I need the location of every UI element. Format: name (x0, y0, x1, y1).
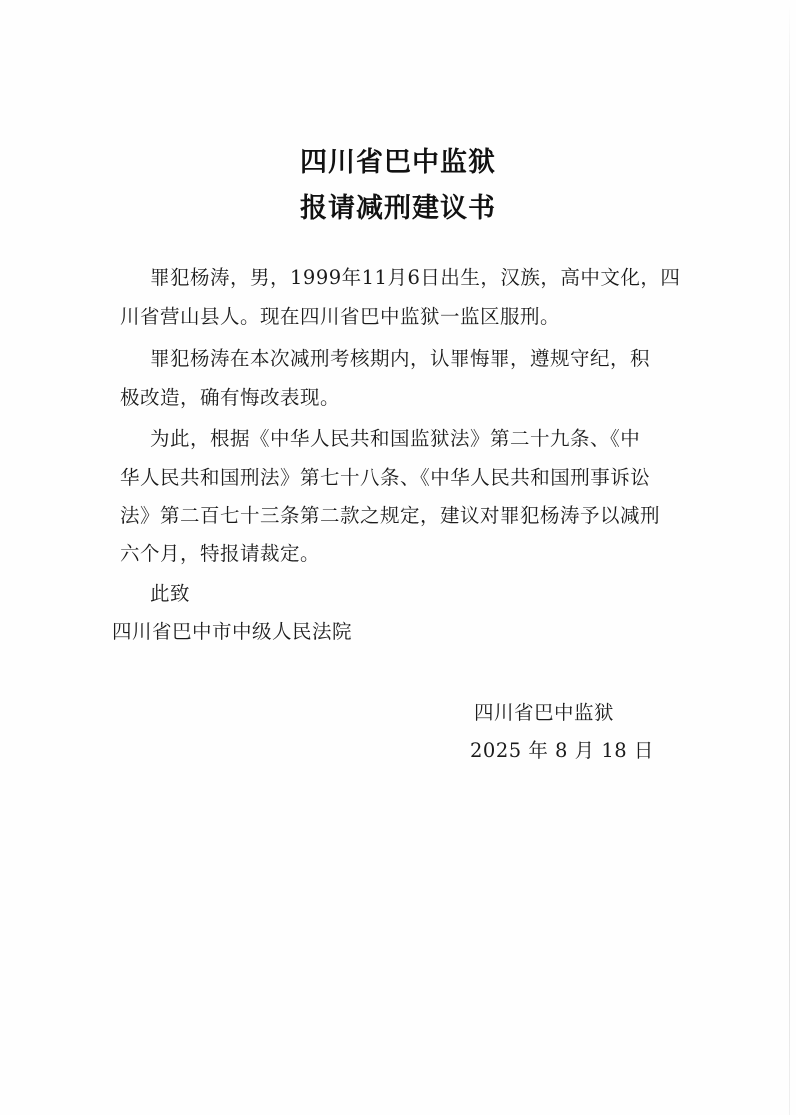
paragraph-3-line-2: 华人民共和国刑法》第七十八条、《中华人民共和国刑事诉讼 (120, 466, 651, 489)
paragraph-1-line-2: 川省营山县人。现在四川省巴中监狱一监区服刑。 (120, 305, 561, 328)
signature-date: 2025 年 8 月 18 日 (470, 739, 654, 762)
paragraph-2-line-2: 极改造，确有悔改表现。 (120, 386, 341, 409)
paragraph-2-line-1: 罪犯杨涛在本次减刑考核期内，认罪悔罪，遵规守纪，积 (150, 347, 651, 370)
paragraph-3-line-3: 法》第二百七十三条第二款之规定，建议对罪犯杨涛予以减刑 (120, 504, 661, 527)
paragraph-1-line-1: 罪犯杨涛，男，1999年11月6日出生，汉族，高中文化，四 (150, 266, 681, 289)
document-title-organization: 四川省巴中监狱 (300, 147, 496, 178)
addressee: 四川省巴中市中级人民法院 (112, 620, 353, 643)
greeting: 此致 (150, 582, 191, 605)
paragraph-3-line-4: 六个月，特报请裁定。 (120, 542, 321, 565)
paragraph-3-line-1: 为此，根据《中华人民共和国监狱法》第二十九条、《中 (150, 427, 641, 450)
document-title-subject: 报请减刑建议书 (300, 193, 496, 224)
signature-organization: 四川省巴中监狱 (474, 701, 615, 724)
